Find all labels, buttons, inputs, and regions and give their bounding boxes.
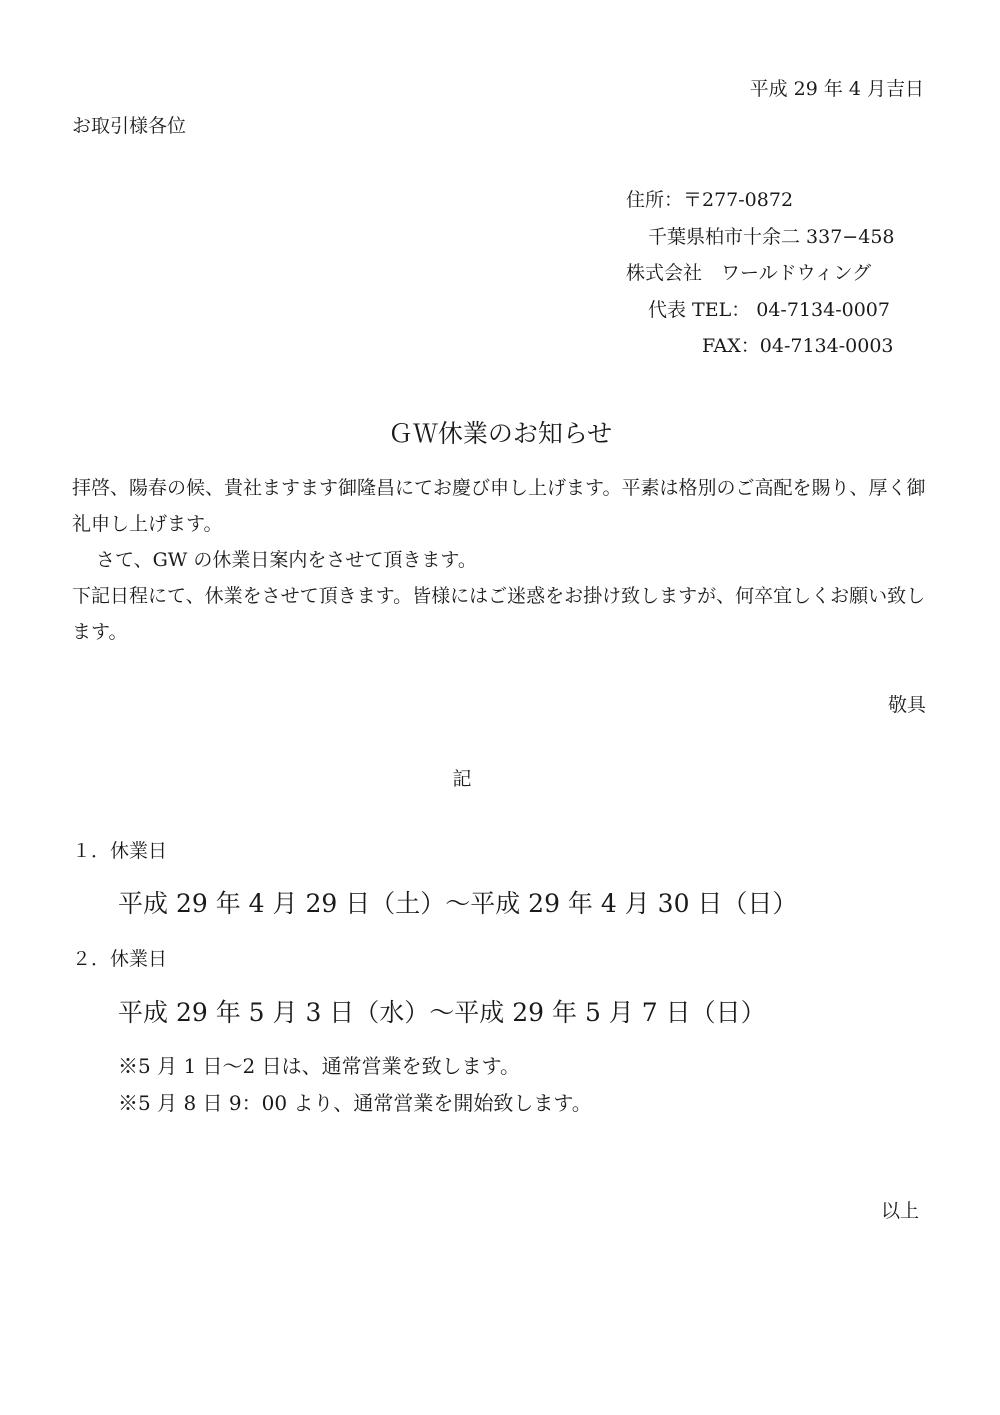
document-title: ＧＷ休業のお知らせ xyxy=(387,419,613,448)
item-2-date: 平成 29 年 5 月 3 日（水）〜平成 29 年 5 月 7 日（日） xyxy=(118,998,766,1027)
sender-fax: FAX：04-7134-0003 xyxy=(702,335,894,357)
notes-block xyxy=(118,1048,592,1122)
sender-company: 株式会社 ワールドウィング xyxy=(626,262,872,284)
body-paragraph-notice: 下記日程にて、休業をさせて頂きます。皆様にはご迷惑をお掛け致しますが、何卒宜しくお願い致します。 xyxy=(72,585,926,643)
note-item: ※5 月 8 日 9：00 より、通常営業を開始致します。 xyxy=(118,1091,592,1115)
note-item: ※5 月 1 日〜2 日は、通常営業を致します。 xyxy=(118,1054,521,1078)
sender-address-postal: 住所：〒277-0872 xyxy=(626,189,794,211)
sender-block xyxy=(626,182,895,365)
closing-keigu: 敬具 xyxy=(887,694,926,716)
document-date: 平成 29 年 4 月吉日 xyxy=(749,78,924,100)
sender-tel: 代表 TEL： 04-7134-0007 xyxy=(648,298,890,321)
item-1-label: １．休業日 xyxy=(72,840,168,862)
body-paragraph-intro: さて、GW の休業日案内をさせて頂きます。 xyxy=(96,549,477,571)
sender-address-street: 千葉県柏市十余二 337−458 xyxy=(648,225,895,248)
end-mark: 以上 xyxy=(880,1200,919,1222)
ki-heading: 記 xyxy=(452,768,472,790)
item-1-date: 平成 29 年 4 月 29 日（土）〜平成 29 年 4 月 30 日（日） xyxy=(118,889,798,918)
item-2-label: ２．休業日 xyxy=(72,948,168,970)
body-text xyxy=(72,470,932,650)
addressee: お取引様各位 xyxy=(72,115,187,137)
body-paragraph-greeting: 拝啓、陽春の候、貴社ますます御隆昌にてお慶び申し上げます。平素は格別のご高配を賜り、厚く御礼申し上げます。 xyxy=(72,477,926,535)
